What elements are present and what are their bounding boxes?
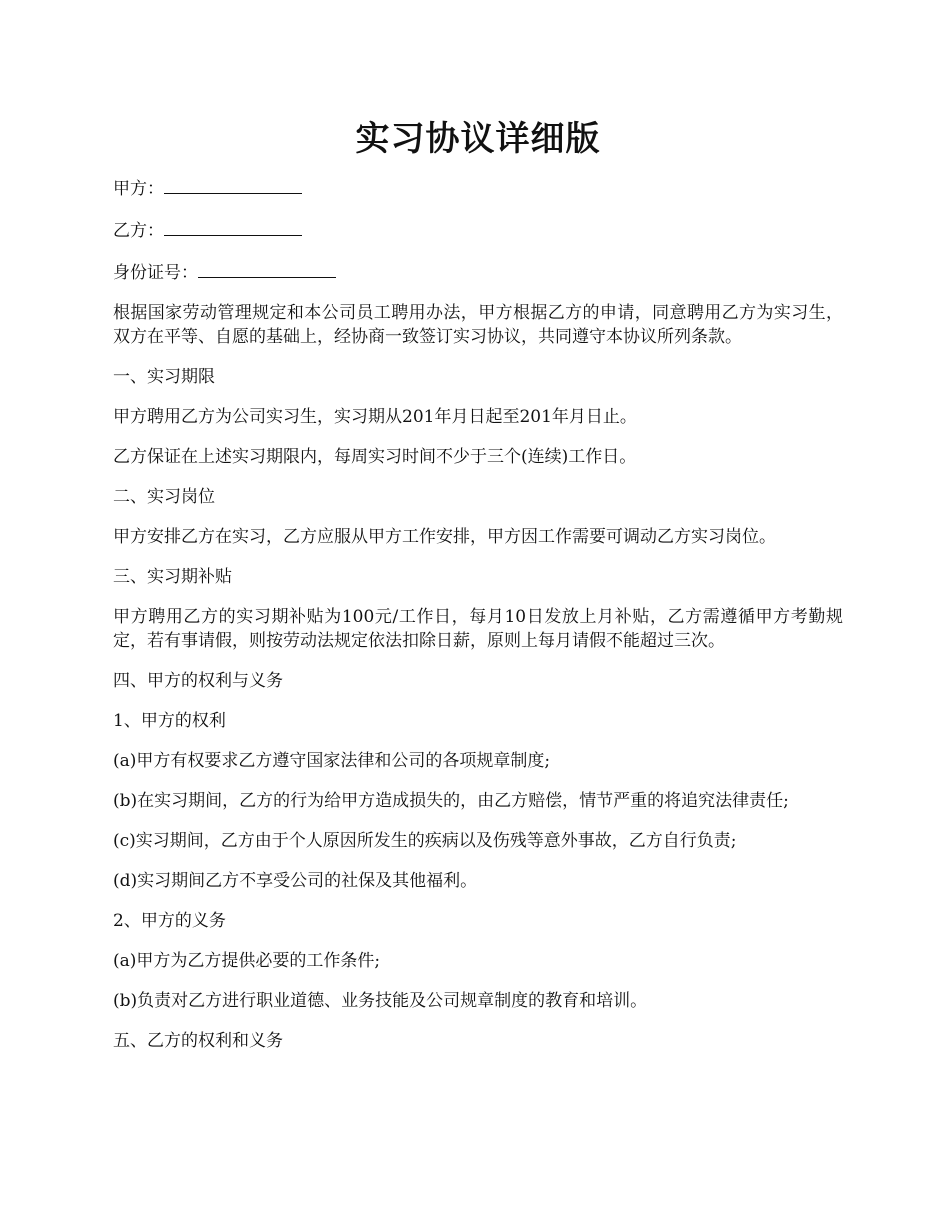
section-heading: 三、实习期补贴 xyxy=(113,567,232,587)
field-id-number xyxy=(113,259,843,285)
fill-in-blank xyxy=(198,259,336,278)
document-page xyxy=(113,0,843,1069)
field-party-a xyxy=(113,175,843,201)
fill-in-blank xyxy=(164,175,302,194)
list-item: (d)实习期间乙方不享受公司的社保及其他福利。 xyxy=(113,871,478,891)
subsection-heading: 2、甲方的义务 xyxy=(113,911,226,931)
list-item: (a)甲方为乙方提供必要的工作条件; xyxy=(113,951,381,971)
section-heading: 五、乙方的权利和义务 xyxy=(113,1031,283,1051)
field-party-b xyxy=(113,217,843,243)
field-label: 甲方： xyxy=(113,179,164,199)
paragraph: 甲方安排乙方在实习，乙方应服从甲方工作安排，甲方因工作需要可调动乙方实习岗位。 xyxy=(113,527,776,547)
paragraph: 甲方聘用乙方的实习期补贴为100元/工作日，每月10日发放上月补贴，乙方需遵循甲方考勤规定，若有事请假，则按劳动法规定依法扣除日薪，原则上每月请假不能超过三次。 xyxy=(113,607,843,651)
list-item: (a)甲方有权要求乙方遵守国家法律和公司的各项规章制度; xyxy=(113,751,551,771)
intro-paragraph: 根据国家劳动管理规定和本公司员工聘用办法，甲方根据乙方的申请，同意聘用乙方为实习生，双方在平等、自愿的基础上，经协商一致签订实习协议，共同遵守本协议所列条款。 xyxy=(113,303,843,347)
fill-in-blank xyxy=(164,217,302,236)
subsection-heading: 1、甲方的权利 xyxy=(113,711,226,731)
section-heading: 一、实习期限 xyxy=(113,367,215,387)
field-label: 乙方： xyxy=(113,221,164,241)
document-body xyxy=(113,175,843,1053)
document-title: 实习协议详细版 xyxy=(355,119,601,159)
field-label: 身份证号： xyxy=(113,263,198,283)
section-heading: 二、实习岗位 xyxy=(113,487,215,507)
paragraph: 甲方聘用乙方为公司实习生，实习期从201年月日起至201年月日止。 xyxy=(113,407,637,427)
list-item: (c)实习期间，乙方由于个人原因所发生的疾病以及伤残等意外事故，乙方自行负责; xyxy=(113,831,737,851)
list-item: (b)在实习期间，乙方的行为给甲方造成损失的，由乙方赔偿，情节严重的将追究法律责任; xyxy=(113,791,789,811)
list-item: (b)负责对乙方进行职业道德、业务技能及公司规章制度的教育和培训。 xyxy=(113,991,648,1011)
section-heading: 四、甲方的权利与义务 xyxy=(113,671,283,691)
paragraph: 乙方保证在上述实习期限内，每周实习时间不少于三个(连续)工作日。 xyxy=(113,447,637,467)
